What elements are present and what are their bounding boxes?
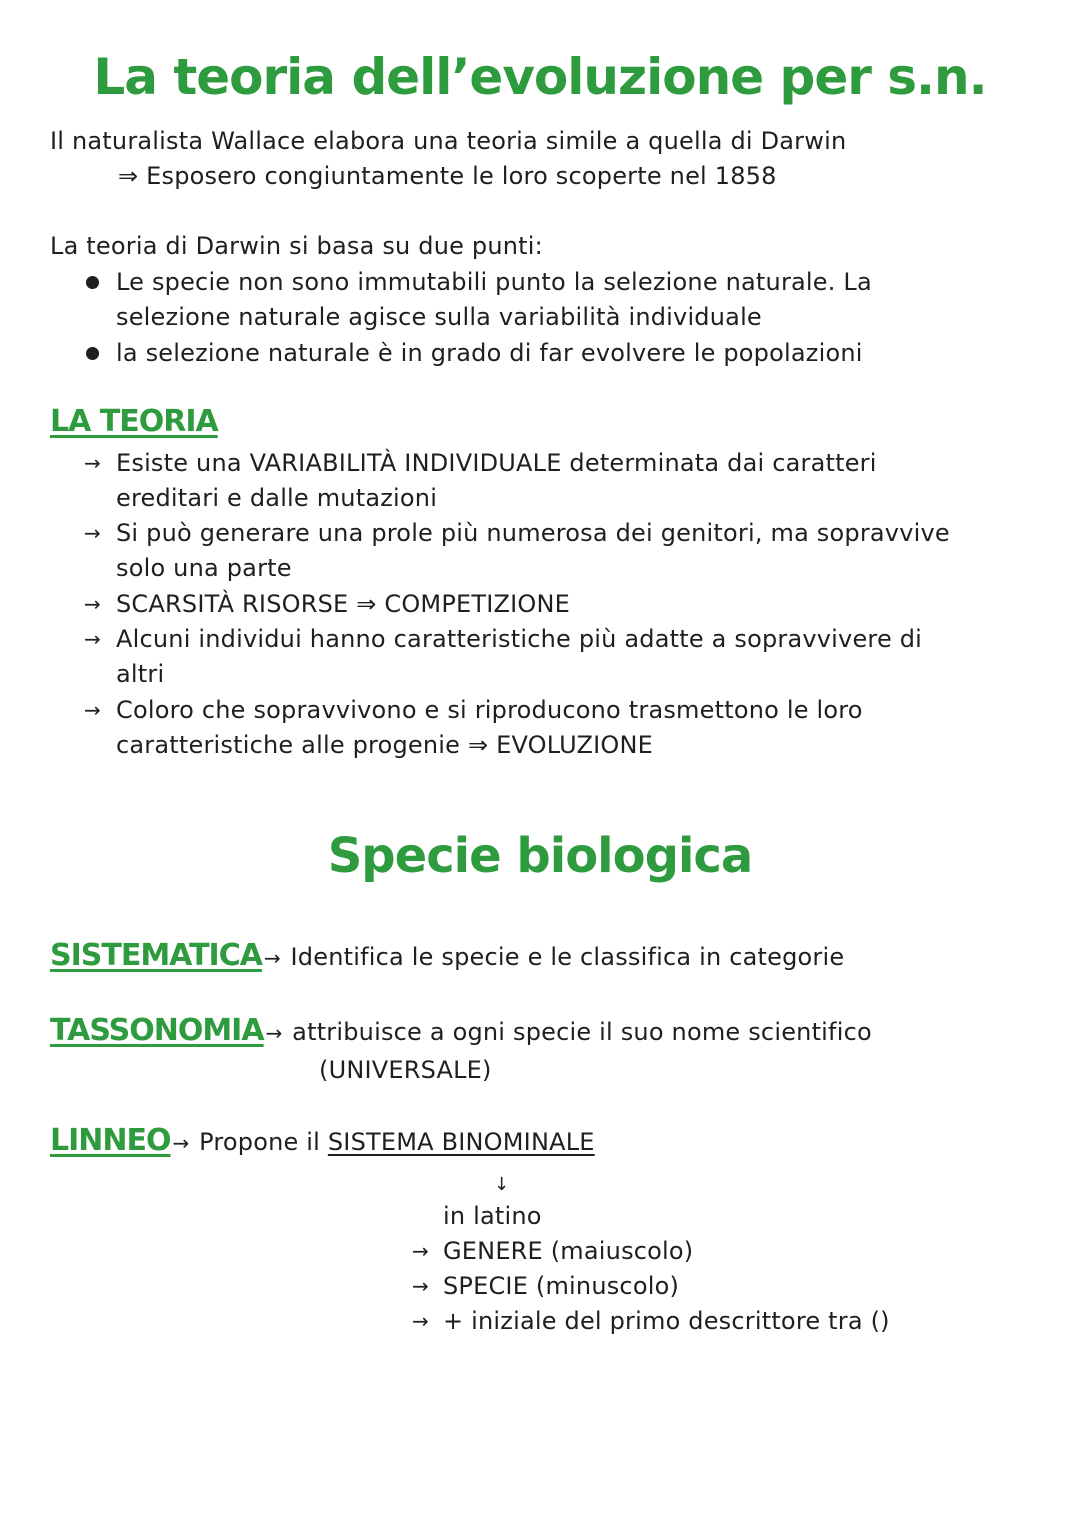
sistematica-term: SISTEMATICA — [50, 938, 262, 973]
linneo-text: Propone il — [191, 1128, 328, 1156]
bullet-1-line-2: selezione naturale agisce sulla variabilità individuale — [116, 303, 762, 331]
teoria-item-4-line-2: altri — [116, 660, 165, 688]
arrow-icon: → — [172, 1131, 190, 1155]
arrow-icon: → — [412, 1239, 429, 1263]
teoria-item-3-line-1: SCARSITÀ RISORSE ⇒ COMPETIZIONE — [116, 590, 571, 618]
bullet-dot-icon — [86, 347, 99, 360]
arrow-icon: → — [412, 1274, 429, 1298]
bullet-2-line-1: la selezione naturale è in grado di far evolvere le popolazioni — [116, 339, 863, 367]
teoria-heading: LA TEORIA — [50, 404, 218, 439]
teoria-item-5-line-2: caratteristiche alle progenie ⇒ EVOLUZIONE — [116, 731, 653, 759]
wallace-line: Il naturalista Wallace elabora una teoria simile a quella di Darwin — [50, 127, 847, 155]
teoria-item-5-line-1: Coloro che sopravvivono e si riproducono trasmettono le loro — [116, 696, 863, 724]
tassonomia-text: attribuisce a ogni specie il suo nome scientifico — [284, 1018, 872, 1046]
darwin-intro: La teoria di Darwin si basa su due punti: — [50, 232, 543, 260]
tassonomia-row — [50, 1013, 872, 1048]
sub-item-genere: GENERE (maiuscolo) — [443, 1237, 694, 1265]
sistematica-row — [50, 938, 844, 973]
teoria-item-2-line-2: solo una parte — [116, 554, 292, 582]
section-title: Specie biologica — [327, 828, 753, 884]
linneo-term: LINNEO — [50, 1123, 171, 1158]
teoria-item-1-line-1: Esiste una VARIABILITÀ INDIVIDUALE determinata dai caratteri — [116, 449, 877, 477]
tassonomia-text-2: (UNIVERSALE) — [319, 1056, 492, 1084]
sub-item-specie: SPECIE (minuscolo) — [443, 1272, 680, 1300]
arrow-icon: → — [84, 627, 101, 651]
wallace-sub: ⇒ Esposero congiuntamente le loro scoperte nel 1858 — [118, 162, 777, 190]
arrow-icon: → — [412, 1309, 429, 1333]
arrow-icon: → — [84, 521, 101, 545]
teoria-item-2-line-1: Si può generare una prole più numerosa dei genitori, ma sopravvive — [116, 519, 950, 547]
teoria-item-4-line-1: Alcuni individui hanno caratteristiche più adatte a sopravvivere di — [116, 625, 923, 653]
bullet-dot-icon — [86, 276, 99, 289]
teoria-item-1-line-2: ereditari e dalle mutazioni — [116, 484, 438, 512]
arrow-icon: → — [84, 698, 101, 722]
sistematica-text: Identifica le specie e le classifica in categorie — [282, 943, 845, 971]
down-arrow-icon: ↓ — [494, 1174, 510, 1195]
tassonomia-term: TASSONOMIA — [50, 1013, 264, 1048]
arrow-icon: → — [263, 946, 281, 970]
arrow-icon: → — [84, 592, 101, 616]
bullet-1-line-1: Le specie non sono immutabili punto la selezione naturale. La — [116, 268, 872, 296]
arrow-icon: → — [265, 1021, 283, 1045]
latin-label: in latino — [443, 1202, 542, 1230]
arrow-icon: → — [84, 451, 101, 475]
linneo-row — [50, 1123, 595, 1158]
page-title: La teoria dell’evoluzione per s.n. — [93, 48, 987, 106]
sub-item-descrittore: + iniziale del primo descrittore tra () — [443, 1307, 890, 1335]
sistema-binominale: SISTEMA BINOMINALE — [327, 1128, 595, 1156]
